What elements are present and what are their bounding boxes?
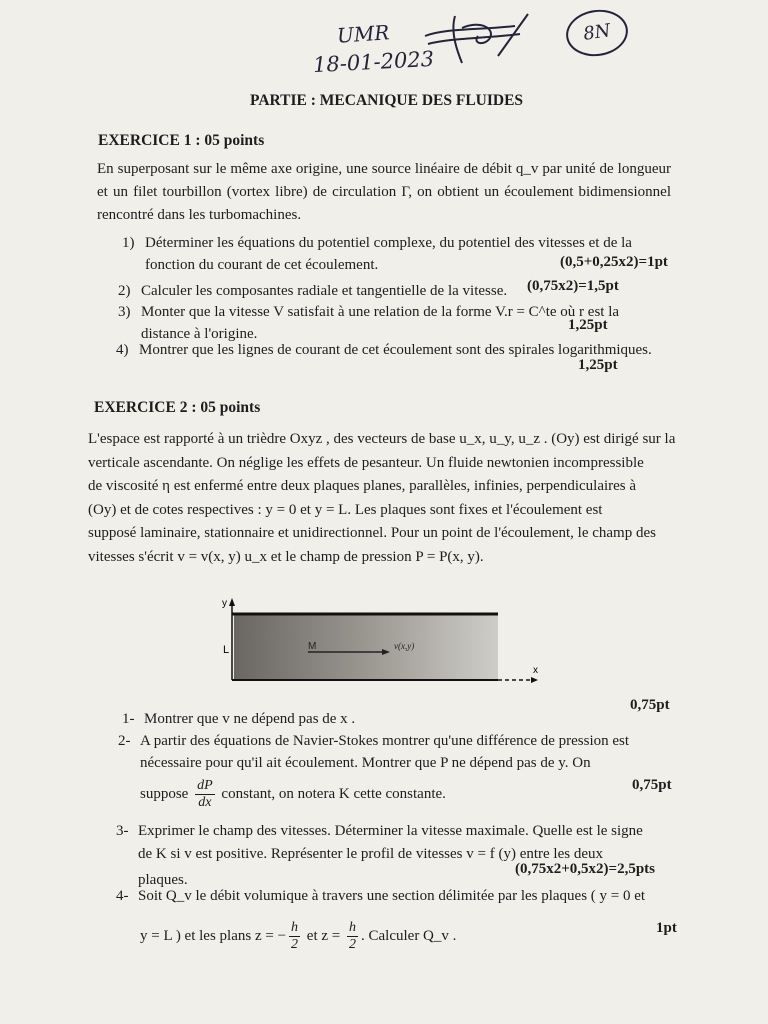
fluid-region: [234, 614, 498, 680]
question-text: suppose $\frac{dP}{dx}$ constant, on notera K cette constante.: [140, 778, 446, 810]
question-text: nécessaire pour qu'il ait écoulement. Montrer que P ne dépend pas de y. On: [140, 755, 591, 771]
handwritten-name: UMR: [336, 20, 391, 48]
handwritten-date: 18-01-2023: [312, 46, 435, 78]
ex1-q2-points: (0,75x2)=1,5pt: [527, 278, 619, 294]
exercise2-heading: EXERCICE 2 : 05 points: [94, 399, 261, 416]
ex2-question-4: [116, 886, 681, 958]
part-title: PARTIE : MECANIQUE DES FLUIDES: [250, 92, 524, 109]
intro-line: de viscosité η est enfermé entre deux plaques planes, parallèles, infinies, perpendiculaires à: [88, 478, 637, 494]
x-axis-label: x: [533, 665, 538, 676]
question-number: 4-: [116, 888, 129, 904]
ex2-q1-points: 0,75pt: [630, 697, 670, 713]
ex2-q4-points: 1pt: [656, 920, 677, 936]
ex2-q3-points: (0,75x2+0,5x2)=2,5pts: [515, 861, 656, 877]
point-label: M: [308, 641, 317, 652]
question-number: 1): [122, 235, 135, 251]
question-text: Exprimer le champ des vitesses. Déterminer la vitesse maximale. Quelle est le signe: [138, 823, 643, 839]
ex1-question-2: [118, 281, 518, 303]
question-text: Montrer que les lignes de courant de cet écoulement sont des spirales logarithmiques.: [139, 342, 652, 358]
question-text: Calculer les composantes radiale et tangentielle de la vitesse.: [141, 283, 508, 299]
ex2-question-2: [118, 731, 678, 811]
question-text: distance à l'origine.: [141, 326, 258, 342]
ex1-q3-points: 1,25pt: [568, 317, 608, 333]
circled-mark: 8N: [563, 6, 631, 60]
question-text: Déterminer les équations du potentiel complexe, du potentiel des vitesses et de la: [145, 235, 632, 251]
question-text: Monter que la vitesse V satisfait à une relation de la forme V.r = C^te où r est la: [141, 304, 620, 320]
fraction-h-2: $\frac{h}{2}$: [291, 920, 299, 952]
flow-figure: [222, 596, 552, 691]
ex2-question-1: [122, 709, 422, 731]
exercise1-heading: EXERCICE 1 : 05 points: [98, 132, 265, 149]
question-text: plaques.: [138, 872, 188, 888]
intro-line: L'espace est rapporté à un trièdre Oxyz , des vecteurs de base u_x, u_y, u_z . (Oy) est dirigé sur la: [88, 431, 676, 447]
question-number: 3): [118, 304, 131, 320]
question-text: y = L ) et les plans z = − $\frac{h}{2}$ et z = $\frac{h}{2}$ . Calculer Q_v .: [140, 920, 457, 952]
question-number: 2): [118, 283, 131, 299]
exercise2-intro: [88, 428, 678, 569]
fraction-dp-dx: $\frac{dP}{dx}$: [197, 778, 213, 810]
ex2-q2-points: 0,75pt: [632, 777, 672, 793]
intro-line: (Oy) et de cotes respectives : y = 0 et y = L. Les plaques sont fixes et l'écoulement est: [88, 501, 603, 518]
question-text: Montrer que v ne dépend pas de x .: [144, 711, 356, 727]
intro-line: verticale ascendante. On néglige les effets de pesanteur. Un fluide newtonien incompressible: [88, 454, 644, 471]
intro-line: supposé laminaire, stationnaire et unidirectionnel. Pour un point de l'écoulement, le champ des: [88, 525, 656, 541]
intro-line: vitesses s'écrit v = v(x, y) u_x et le champ de pression P = P(x, y).: [88, 548, 484, 565]
question-number: 4): [116, 342, 129, 358]
signature: [420, 8, 535, 68]
ex1-q4-points: 1,25pt: [578, 357, 618, 373]
vector-label: v(x,y): [394, 641, 415, 651]
y-axis-label: y: [222, 598, 227, 609]
ex1-q1-points: (0,5+0,25x2)=1pt: [560, 254, 668, 270]
exercise1-intro: En superposant sur le même axe origine, une source linéaire de débit q_v par unité de longueur et un filet tourbillon (vortex libre) de circulation Γ, on obtient un écoulement bidimensionnel rencontré dans les turbomachines.: [97, 161, 671, 223]
question-number: 2-: [118, 733, 131, 749]
length-label: L: [223, 644, 230, 656]
question-text: de K si v est positive. Représenter le profil de vitesses v = f (y) entre les deux: [138, 846, 603, 862]
question-text: Soit Q_v le débit volumique à travers une section délimitée par les plaques ( y = 0 et: [138, 888, 646, 904]
fraction-h-2: $\frac{h}{2}$: [349, 920, 356, 952]
question-number: 1-: [122, 711, 135, 727]
question-text: fonction du courant de cet écoulement.: [145, 257, 379, 273]
question-number: 3-: [116, 823, 129, 839]
question-text: A partir des équations de Navier-Stokes montrer qu'une différence de pression est: [140, 733, 630, 749]
